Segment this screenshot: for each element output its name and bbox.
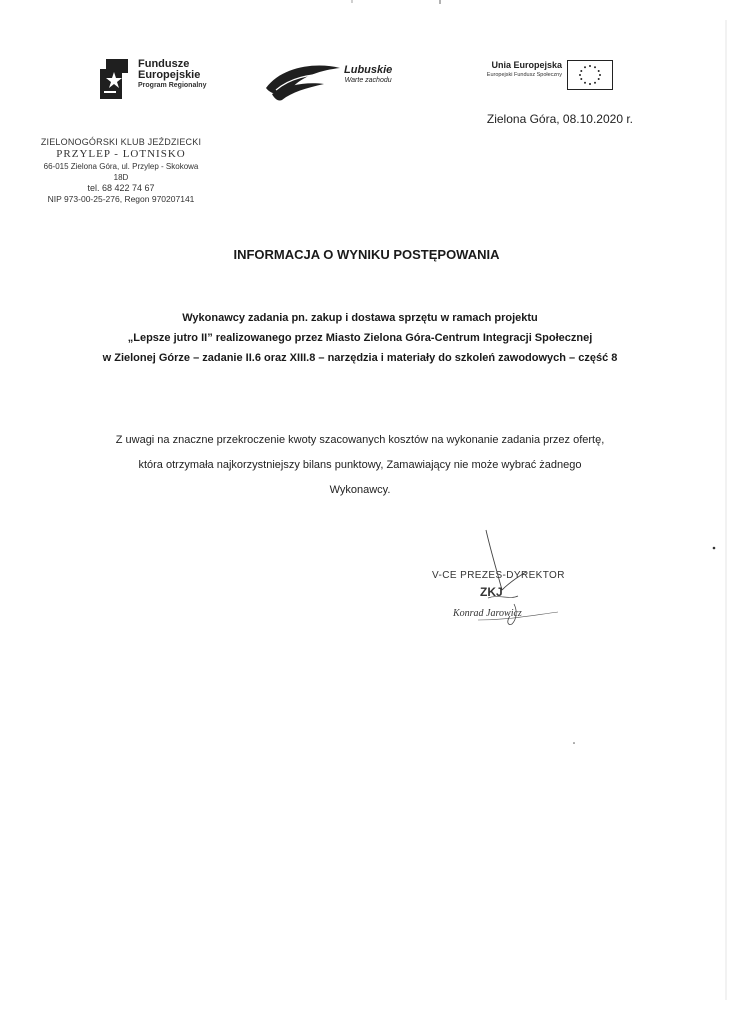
body-line-2: która otrzymała najkorzystniejszy bilans punktowy, Zamawiający nie może wybrać żadnego xyxy=(138,459,582,471)
stamp-line-address: 66-015 Zielona Góra, ul. Przylep - Skokowa 18D xyxy=(43,162,199,182)
fe-line3: Program Regionalny xyxy=(138,82,207,89)
fe-line2: Europejskie xyxy=(138,69,201,81)
ue-name: Unia Europejska xyxy=(491,60,562,70)
stamp-line-phone: tel. 68 422 74 67 xyxy=(87,183,155,193)
body-line-3: Wykonawcy. xyxy=(329,484,391,496)
signature-org: ZKJ xyxy=(480,585,503,599)
subject-line-2: „Lepsze jutro II” realizowanego przez Miasto Zielona Góra-Centrum Integracji Społecznej xyxy=(127,332,593,344)
fe-line1: Fundusze xyxy=(138,58,190,70)
document-date: Zielona Góra, 08.10.2020 r. xyxy=(486,112,633,126)
subject-line-3: w Zielonej Górze – zadanie II.6 oraz XIII.8 – narzędzia i materiały do szkoleń zawodowych – część 8 xyxy=(102,352,618,364)
subject-line-1: Wykonawcy zadania pn. zakup i dostawa sprzętu w ramach projektu xyxy=(182,312,538,324)
stamp-line-nip: NIP 973-00-25-276, Regon 970207141 xyxy=(47,194,195,204)
stamp-line-club: ZIELONOGÓRSKI KLUB JEŹDZIECKI xyxy=(40,137,202,147)
lubuskie-slogan: Warte zachodu xyxy=(344,77,392,84)
stamp-line-name: PRZYLEP - LOTNISKO xyxy=(56,148,186,160)
document-heading: INFORMACJA O WYNIKU POSTĘPOWANIA xyxy=(233,247,500,262)
signature-name: Konrad Jarowicz xyxy=(453,608,522,619)
ue-fund: Europejski Fundusz Społeczny xyxy=(486,72,562,78)
lubuskie-name: Lubuskie xyxy=(344,64,393,76)
body-line-1: Z uwagi na znaczne przekroczenie kwoty szacowanych kosztów na wykonanie zadania przez ofertę, xyxy=(115,434,605,446)
signature-role: V-CE PREZES-DYREKTOR xyxy=(432,570,565,581)
